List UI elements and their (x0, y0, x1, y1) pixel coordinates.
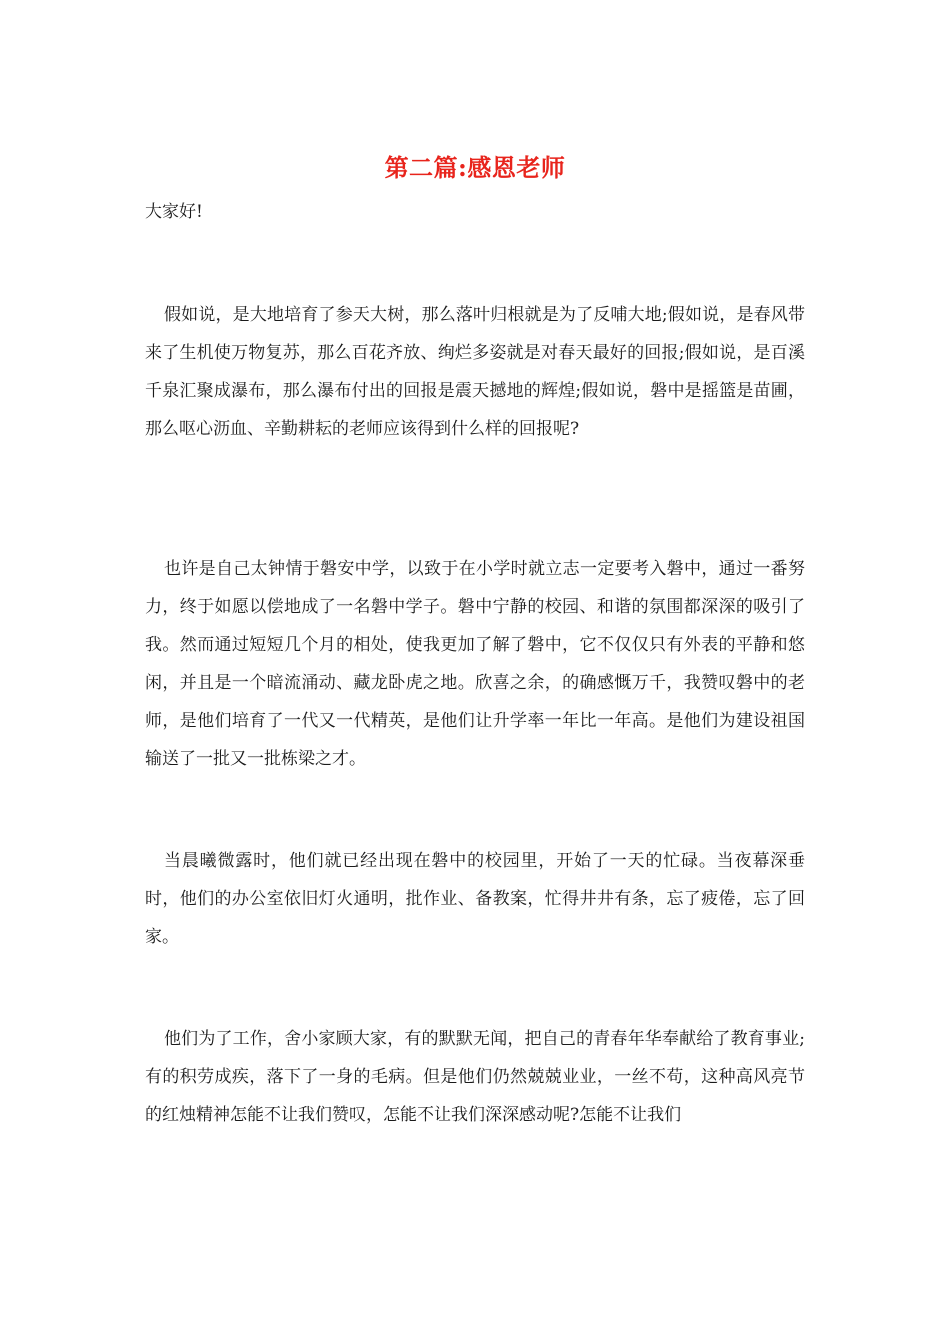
body-paragraph-2: 也许是自己太钟情于磐安中学，以致于在小学时就立志一定要考入磐中，通过一番努力，终于如愿以偿地成了一名磐中学子。磐中宁静的校园、和谐的氛围都深深的吸引了我。然而通过短短几个月的相处，使我更加了解了磐中，它不仅仅只有外表的平静和悠闲，并且是一个暗流涌动、藏龙卧虎之地。欣喜之余，的确感慨万千，我赞叹磐中的老师，是他们培育了一代又一代精英，是他们让升学率一年比一年高。是他们为建设祖国输送了一批又一批栋梁之才。 (145, 559, 805, 769)
body-paragraph-4: 他们为了工作，舍小家顾大家，有的默默无闻，把自己的青春年华奉献给了教育事业;有的积劳成疾，落下了一身的毛病。但是他们仍然兢兢业业，一丝不苟，这种高风亮节的红烛精神怎能不让我们赞叹，怎能不让我们深深感动呢?怎能不让我们 (145, 1029, 805, 1125)
body-paragraph-3: 当晨曦微露时，他们就已经出现在磐中的校园里，开始了一天的忙碌。当夜幕深垂时，他们的办公室依旧灯火通明，批作业、备教案，忙得井井有条，忘了疲倦，忘了回家。 (145, 851, 805, 947)
greeting-text: 大家好! (145, 202, 203, 222)
page-title: 第二篇:感恩老师 (384, 153, 566, 182)
body-paragraph-1: 假如说，是大地培育了参天大树，那么落叶归根就是为了反哺大地;假如说，是春风带来了生机使万物复苏，那么百花齐放、绚烂多姿就是对春天最好的回报;假如说，是百溪千泉汇聚成瀑布，那么瀑布付出的回报是震天撼地的辉煌;假如说，磐中是摇篮是苗圃，那么呕心沥血、辛勤耕耘的老师应该得到什么样的回报呢? (145, 305, 805, 439)
